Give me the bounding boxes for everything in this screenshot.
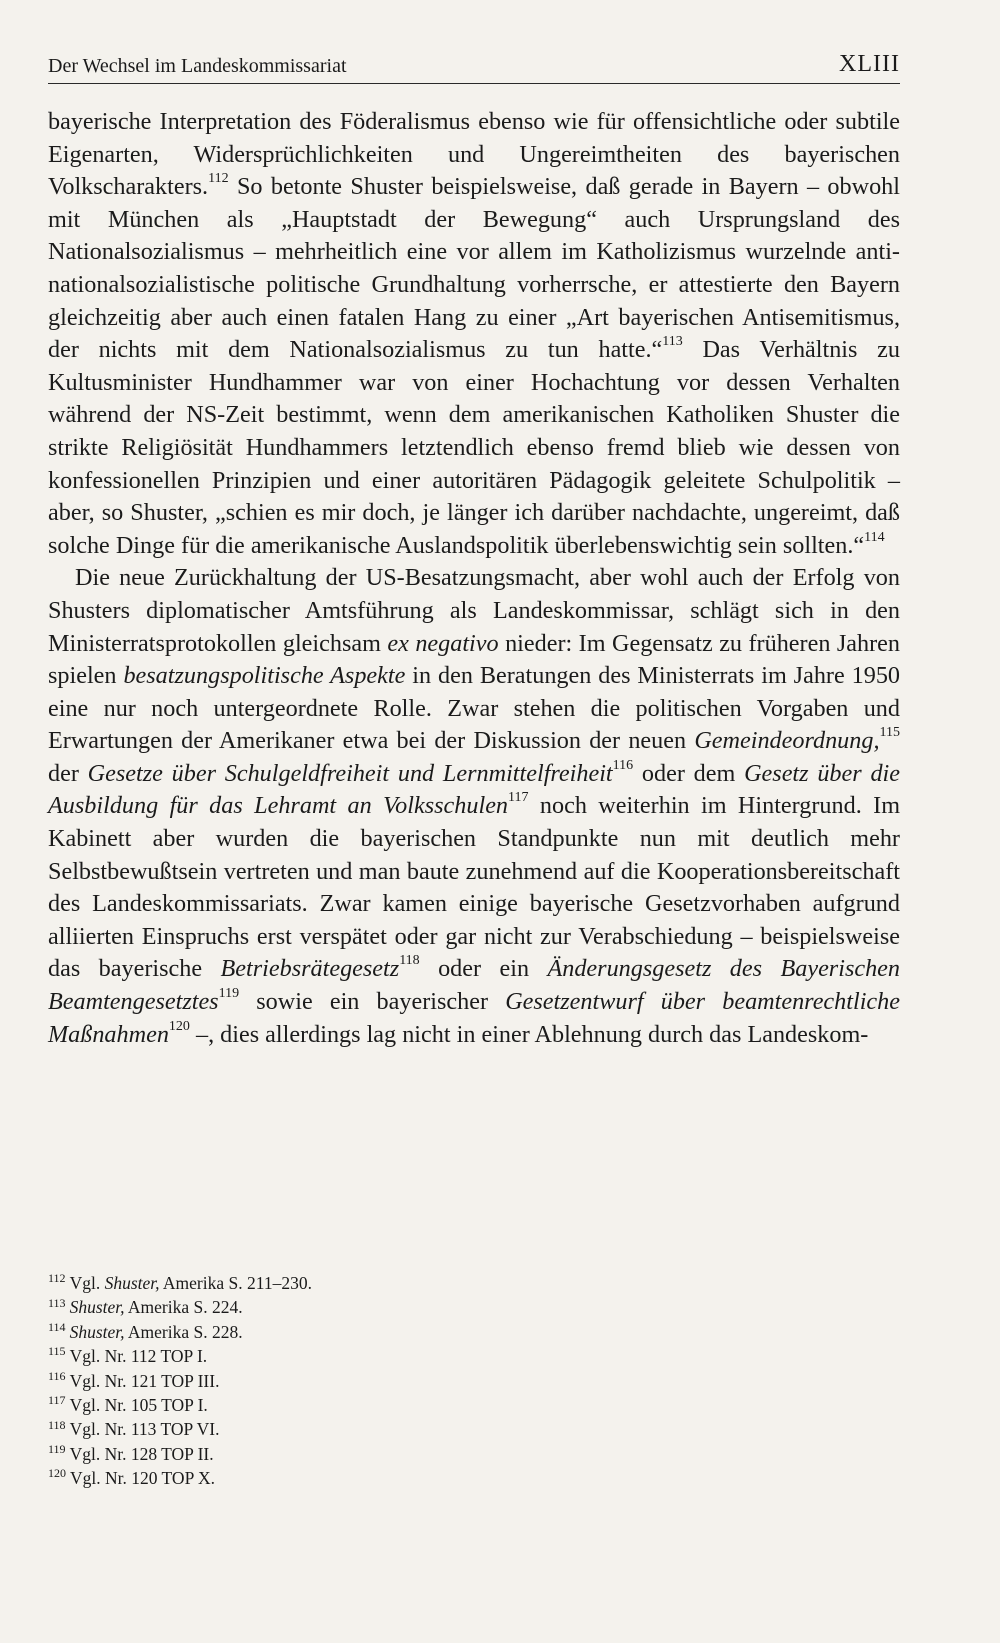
footnote <box>48 1466 312 1490</box>
footnote-ref: 120 <box>168 1018 190 1034</box>
footnote <box>48 1320 312 1344</box>
page-number: XLIII <box>839 51 900 77</box>
footnote-ref: 117 <box>508 790 529 806</box>
italic-text: Gesetze über Schulgeldfreiheit und Lernmittelfreiheit <box>87 759 613 787</box>
text-run: Vgl. Nr. 128 TOP II. <box>69 1443 214 1464</box>
text-run: So betonte Shuster beispielsweise, daß gerade in Bayern – obwohl mit München als „Hauptstadt der Bewegung“ auch Ursprungsland des Nationalsozialismus – mehrheitlich eine vor allem im Katholizismus wurzelnde anti-nationalsozialistische politische Grundhaltung vorherrsche, er attestierte den Bayern gleichzeitig aber auch einen fatalen Hang zu einer „Art bayerischen Antisemitismus, der nichts mit dem Nationalsozialismus zu tun hatte.“ <box>48 173 900 364</box>
paragraph <box>48 106 900 562</box>
footnote <box>48 1295 312 1319</box>
page <box>48 44 901 1489</box>
footnote-number: 115 <box>48 1344 66 1359</box>
text-run: noch weiterhin im Hintergrund. Im Kabinett aber wurden die bayerischen Standpunkte nun mit deutlich mehr Selbstbewußtsein vertreten und man baute zunehmend auf die Kooperationsbereitschaft des Landeskommissariats. Zwar kamen einige bayerische Gesetzvorhaben aufgrund alliierten Einspruchs erst verspätet oder gar nicht zur Verabschiedung – beispielsweise das bayerische <box>48 792 901 983</box>
footnotes <box>48 1271 312 1491</box>
footnote-number: 116 <box>48 1368 66 1383</box>
footnote-number: 112 <box>48 1271 66 1286</box>
italic-text: besatzungspolitische Aspekte <box>123 662 406 690</box>
text-run: der <box>48 759 88 787</box>
text-run: Vgl. Nr. 113 TOP VI. <box>69 1419 220 1440</box>
text-run: Vgl. Nr. 121 TOP III. <box>69 1370 220 1391</box>
text-run: in den Beratungen des Ministerrats im Jahre 1950 eine nur noch untergeordnete Rolle. Zwar stehen die politischen Vorgaben und Erwartungen der Amerikaner etwa bei der Diskussion der neuen <box>48 662 901 755</box>
running-header <box>48 44 900 84</box>
text-run: oder dem <box>633 759 745 787</box>
text-run: Die neue Zurückhaltung der US-Besatzungsmacht, aber wohl auch der Erfolg von Shusters diplomatischer Amtsführung als Landeskommissar, schlägt sich in den Ministerratsprotokollen gleichsam <box>48 564 900 657</box>
footnote <box>48 1393 312 1417</box>
footnote-number: 119 <box>48 1442 66 1457</box>
italic-text: Änderungsgesetz des Bayerischen Beamtengesetztes <box>48 955 901 1016</box>
text-run: Vgl. Nr. 105 TOP I. <box>69 1395 208 1416</box>
main-text <box>48 106 900 1051</box>
italic-text: Gesetzentwurf über beamtenrechtliche Maßnahmen <box>48 988 900 1048</box>
text-run: Amerika S. 211–230. <box>159 1273 312 1293</box>
italic-text: Gemeindeordnung, <box>694 727 880 755</box>
footnote-ref: 116 <box>612 757 634 773</box>
text-run: sowie ein bayerischer <box>239 988 506 1016</box>
italic-text: Gesetz über die Ausbildung für das Lehramt an Volksschulen <box>48 759 900 820</box>
italic-text: ex negativo <box>387 629 499 657</box>
footnote-ref: 113 <box>662 334 683 350</box>
footnote <box>48 1369 312 1393</box>
text-run: Amerika S. 228. <box>124 1321 243 1342</box>
footnote-ref: 118 <box>399 953 420 969</box>
footnote <box>48 1442 312 1466</box>
text-run: Amerika S. 224. <box>124 1297 243 1318</box>
footnote-number: 117 <box>48 1393 66 1408</box>
text-run: Vgl. Nr. 112 TOP I. <box>69 1346 208 1367</box>
text-run: nieder: Im Gegensatz zu früheren Jahren spielen <box>48 629 900 690</box>
footnote-number: 113 <box>48 1295 66 1310</box>
footnote-number: 114 <box>48 1319 66 1334</box>
text-run: Vgl. Nr. 120 TOP X. <box>70 1468 216 1489</box>
italic-text: Betriebsrätegesetz <box>220 955 400 983</box>
footnote-ref: 112 <box>208 171 229 187</box>
footnote-ref: 115 <box>879 725 900 741</box>
running-title: Der Wechsel im Landeskommissariat <box>48 55 347 77</box>
text-run: bayerische Interpretation des Föderalismus ebenso wie für offensichtliche oder subtile Eigenarten, Widersprüchlichkeiten und Ungereimtheiten des bayerischen Volkscharakters. <box>48 108 900 201</box>
italic-text: Shuster, <box>69 1321 125 1342</box>
footnote <box>48 1344 312 1368</box>
paragraph <box>48 562 900 1051</box>
italic-text: Shuster, <box>69 1297 125 1318</box>
footnote-number: 120 <box>48 1466 66 1481</box>
footnote-ref: 119 <box>218 985 240 1001</box>
text-run: –, dies allerdings lag nicht in einer Ablehnung durch das Landeskom- <box>189 1020 869 1048</box>
footnote <box>48 1271 312 1295</box>
footnote-ref: 114 <box>864 529 885 545</box>
italic-text: Shuster, <box>104 1273 160 1293</box>
text-run: Vgl. <box>69 1273 105 1293</box>
footnote-number: 118 <box>48 1417 66 1432</box>
text-run: oder ein <box>419 955 548 983</box>
footnote <box>48 1417 312 1441</box>
text-run: Das Verhältnis zu Kultusminister Hundhammer war von einer Hochachtung vor dessen Verhalten während der NS-Zeit bestimmt, wenn dem amerikanischen Katholiken Shuster die strikte Religiösität Hundhammers letztendlich ebenso fremd blieb wie dessen von konfessionellen Prinzipien und einer autoritären Pädagogik geleitete Schulpolitik – aber, so Shuster, „schien es mir doch, je länger ich darüber nachdachte, ungereimt, daß solche Dinge für die amerikanische Auslandspolitik überlebenswichtig sein sollten.“ <box>48 336 900 559</box>
